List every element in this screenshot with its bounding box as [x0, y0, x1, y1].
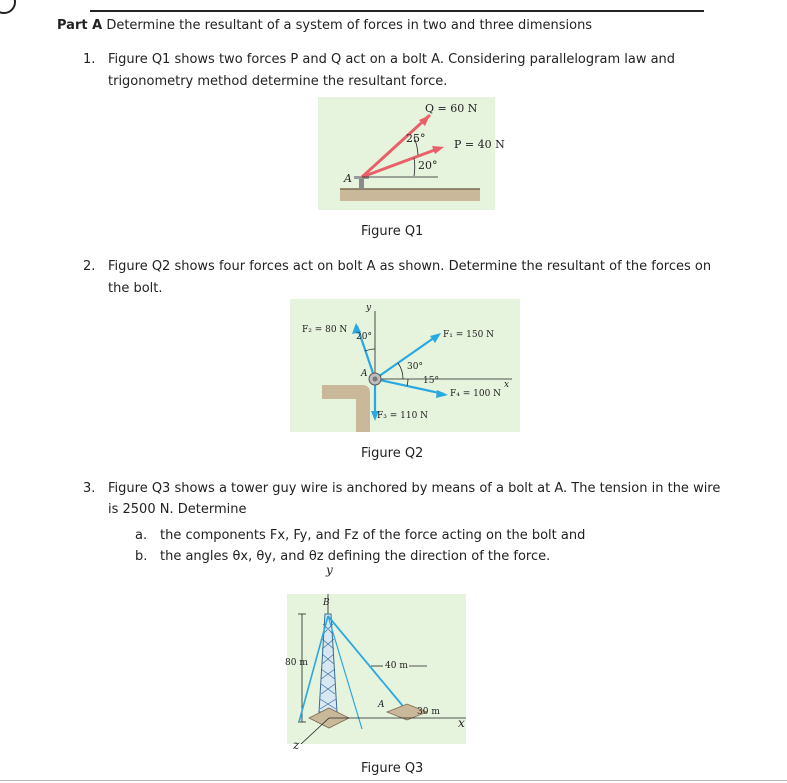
q1-line1: Figure Q1 shows two forces P and Q act on a bolt A. Considering parallelogram law and — [108, 52, 676, 67]
q3-item-b-label: b. — [135, 549, 148, 564]
figure-q3-caption: Figure Q3 — [361, 761, 424, 776]
label-p: P = 40 N — [454, 138, 505, 151]
label-f4: F₄ = 100 N — [450, 389, 502, 399]
label-x-axis: x — [458, 716, 465, 730]
label-angle-20: 20° — [356, 332, 372, 342]
corner-circle-mark — [0, 0, 16, 14]
label-angle-25: 25° — [406, 132, 426, 145]
angle-arc-15 — [407, 379, 408, 386]
bolt-a-center — [373, 377, 378, 382]
label-a: A — [361, 369, 368, 379]
label-b: B — [323, 598, 330, 608]
q3-number: 3. — [83, 481, 96, 496]
ground-block — [340, 189, 480, 201]
q3-item-b: the angles θx, θy, and θz defining the direction of the force. — [160, 549, 551, 564]
label-40m: 40 m — [385, 661, 408, 671]
part-a-heading — [57, 18, 592, 33]
figure-q1 — [318, 97, 505, 210]
force-p-arrowhead — [432, 146, 444, 154]
force-f4-arrowhead — [436, 390, 448, 398]
support-bracket — [322, 385, 370, 432]
label-z-axis: z — [293, 738, 300, 752]
q3-line1: Figure Q3 shows a tower guy wire is anchored by means of a bolt at A. The tension in the wire — [108, 481, 721, 496]
label-f3: F₃ = 110 N — [377, 411, 429, 421]
bolt-body — [359, 178, 364, 189]
label-a: A — [378, 700, 385, 710]
part-a-label: Part A — [57, 18, 103, 33]
figure-q3 — [287, 594, 466, 744]
figure-q3-drawing — [287, 594, 466, 744]
label-y-axis: y — [366, 303, 372, 313]
label-y-axis-top: y — [326, 563, 333, 577]
top-rule — [90, 10, 704, 12]
force-f1-arrow — [375, 335, 438, 379]
q3-item-a-label: a. — [135, 528, 148, 543]
q3-line2: is 2500 N. Determine — [108, 502, 247, 517]
q2-line1: Figure Q2 shows four forces act on bolt A as shown. Determine the resultant of the forces on — [108, 259, 712, 274]
q3-item-a: the components Fx, Fy, and Fz of the force acting on the bolt and — [160, 528, 586, 543]
figure-q1-caption: Figure Q1 — [361, 224, 424, 239]
q1-line2: trigonometry method determine the resultant force. — [108, 74, 448, 89]
bottom-rule — [0, 780, 787, 781]
label-30m: 30 m — [417, 707, 440, 717]
force-f1-arrowhead — [430, 333, 441, 343]
label-f2: F₂ = 80 N — [302, 325, 348, 335]
figure-q2 — [290, 299, 520, 432]
label-q: Q = 60 N — [425, 102, 478, 115]
angle-arc-30 — [398, 363, 403, 379]
label-f1: F₁ = 150 N — [443, 330, 495, 340]
label-angle-20: 20° — [418, 159, 438, 172]
q2-line2: the bolt. — [108, 281, 163, 296]
figure-q2-caption: Figure Q2 — [361, 446, 424, 461]
q2-number: 2. — [83, 259, 96, 274]
angle-arc-20 — [365, 349, 375, 351]
label-angle-30: 30° — [407, 362, 423, 372]
label-80m: 80 m — [285, 658, 308, 668]
label-angle-15: 15° — [423, 376, 439, 386]
q1-number: 1. — [83, 52, 96, 67]
part-a-description: Determine the resultant of a system of forces in two and three dimensions — [106, 18, 593, 33]
label-a: A — [344, 172, 352, 185]
label-x-axis: x — [504, 380, 510, 390]
angle-arc-20 — [414, 158, 415, 176]
